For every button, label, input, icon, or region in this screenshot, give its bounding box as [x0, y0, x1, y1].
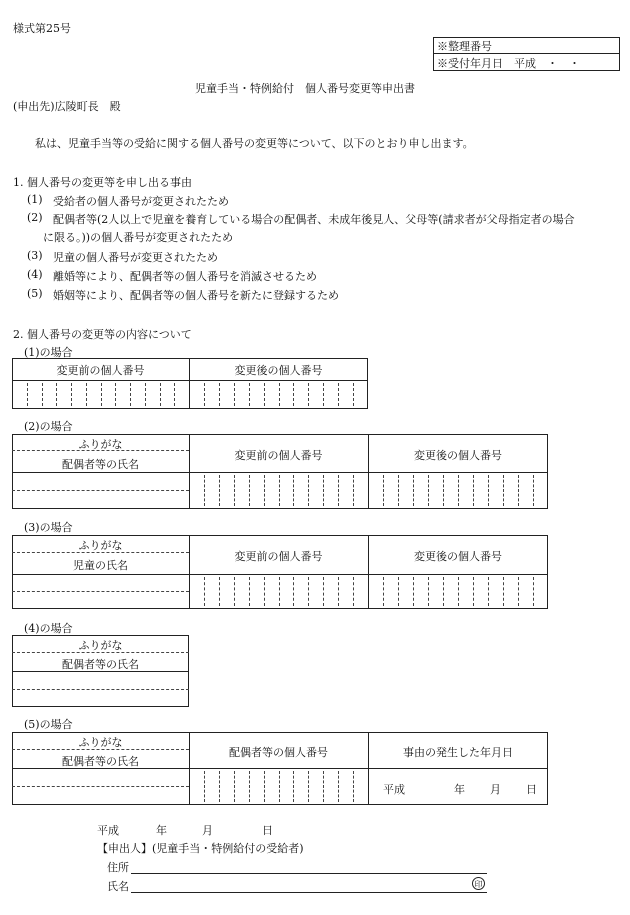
footer-era: 平成: [97, 824, 119, 837]
digit-divider: [27, 383, 28, 406]
footer-month: 月: [202, 824, 213, 837]
digit-divider: [488, 475, 489, 506]
case4-furigana-header: ふりがな: [78, 639, 123, 652]
digit-divider: [130, 383, 131, 406]
case1-before-header: 変更前の個人番号: [56, 364, 145, 377]
reason-4-num: (4): [27, 268, 43, 281]
digit-divider: [458, 475, 459, 506]
reason-1-num: (1): [27, 193, 43, 206]
digit-divider: [234, 577, 235, 606]
digit-divider: [219, 475, 220, 506]
reason-3-num: (3): [27, 249, 43, 262]
digit-divider: [353, 475, 354, 506]
digit-divider: [219, 383, 220, 406]
case5-furigana-header: ふりがな: [78, 736, 123, 749]
digit-divider: [264, 475, 265, 506]
digit-divider: [518, 475, 519, 506]
case4-name-header: 配偶者等の氏名: [62, 658, 139, 671]
case3-before-header: 変更前の個人番号: [234, 550, 323, 563]
digit-divider: [503, 475, 504, 506]
digit-divider: [279, 577, 280, 606]
digit-divider: [249, 577, 250, 606]
case2-after-header: 変更後の個人番号: [414, 449, 502, 462]
digit-divider: [293, 475, 294, 506]
reference-number-label: ※整理番号: [437, 40, 492, 53]
digit-divider: [413, 577, 414, 606]
digit-divider: [398, 475, 399, 506]
digit-divider: [56, 383, 57, 406]
case5-day: 日: [526, 783, 537, 796]
digit-divider: [160, 383, 161, 406]
case1-after-header: 変更後の個人番号: [234, 364, 323, 377]
digit-divider: [338, 577, 339, 606]
seal-mark: 印: [472, 877, 485, 890]
digit-divider: [234, 475, 235, 506]
footer-day: 日: [262, 824, 273, 837]
reason-4-text: 離婚等により、配偶者等の個人番号を消滅させるため: [53, 270, 317, 283]
digit-divider: [443, 577, 444, 606]
digit-divider: [473, 577, 474, 606]
digit-divider: [308, 577, 309, 606]
receipt-date-label: ※受付年月日 平成 ・ ・: [437, 57, 580, 70]
digit-divider: [533, 577, 534, 606]
section1-heading: 1. 個人番号の変更等を申し出る事由: [13, 176, 192, 189]
case3-name-header: 児童の氏名: [73, 559, 128, 572]
digit-divider: [338, 475, 339, 506]
digit-divider: [293, 577, 294, 606]
digit-divider: [279, 383, 280, 406]
case5-label: (5)の場合: [24, 718, 73, 731]
digit-divider: [308, 771, 309, 802]
digit-divider: [428, 475, 429, 506]
digit-divider: [293, 383, 294, 406]
digit-divider: [279, 475, 280, 506]
digit-divider: [323, 475, 324, 506]
address-label: 住所: [107, 861, 129, 874]
digit-divider: [338, 771, 339, 802]
digit-divider: [115, 383, 116, 406]
reason-5-text: 婚姻等により、配偶者等の個人番号を新たに登録するため: [53, 289, 339, 302]
digit-divider: [42, 383, 43, 406]
digit-divider: [428, 577, 429, 606]
digit-divider: [249, 383, 250, 406]
case5-month: 月: [490, 783, 501, 796]
name-line[interactable]: [131, 892, 487, 893]
reason-2-num: (2): [27, 211, 43, 224]
digit-divider: [264, 577, 265, 606]
digit-divider: [145, 383, 146, 406]
digit-divider: [518, 577, 519, 606]
form-number: 様式第25号: [13, 22, 71, 35]
digit-divider: [353, 577, 354, 606]
digit-divider: [473, 475, 474, 506]
intro-text: 私は、児童手当等の受給に関する個人番号の変更等について、以下のとおり申し出ます。: [35, 137, 474, 150]
digit-divider: [533, 475, 534, 506]
case2-name-header: 配偶者等の氏名: [62, 458, 139, 471]
reason-2-text-cont: に限る。))の個人番号が変更されたため: [43, 231, 234, 244]
digit-divider: [219, 577, 220, 606]
case5-year: 年: [454, 783, 465, 796]
footer-year: 年: [156, 824, 167, 837]
applicant-label: 【申出人】(児童手当・特例給付の受給者): [97, 842, 304, 855]
case5-era: 平成: [383, 783, 405, 796]
digit-divider: [338, 383, 339, 406]
reason-5-num: (5): [27, 287, 43, 300]
section2-heading: 2. 個人番号の変更等の内容について: [13, 328, 192, 341]
case5-number-header: 配偶者等の個人番号: [229, 746, 328, 759]
case1-label: (1)の場合: [24, 346, 73, 359]
digit-divider: [204, 771, 205, 802]
digit-divider: [443, 475, 444, 506]
case3-label: (3)の場合: [24, 521, 73, 534]
case3-furigana-header: ふりがな: [78, 539, 123, 552]
digit-divider: [413, 475, 414, 506]
digit-divider: [264, 771, 265, 802]
name-label: 氏名: [107, 880, 129, 893]
digit-divider: [308, 383, 309, 406]
digit-divider: [488, 577, 489, 606]
digit-divider: [204, 383, 205, 406]
digit-divider: [323, 771, 324, 802]
digit-divider: [398, 577, 399, 606]
digit-divider: [323, 577, 324, 606]
digit-divider: [234, 383, 235, 406]
reason-3-text: 児童の個人番号が変更されたため: [53, 251, 218, 264]
digit-divider: [86, 383, 87, 406]
digit-divider: [383, 475, 384, 506]
case2-before-header: 変更前の個人番号: [234, 449, 323, 462]
digit-divider: [308, 475, 309, 506]
digit-divider: [219, 771, 220, 802]
digit-divider: [204, 475, 205, 506]
digit-divider: [279, 771, 280, 802]
digit-divider: [503, 577, 504, 606]
case4-label: (4)の場合: [24, 622, 73, 635]
address-line[interactable]: [131, 873, 487, 874]
digit-divider: [204, 577, 205, 606]
digit-divider: [293, 771, 294, 802]
reason-1-text: 受給者の個人番号が変更されたため: [53, 195, 229, 208]
case2-furigana-header: ふりがな: [78, 438, 123, 451]
digit-divider: [71, 383, 72, 406]
digit-divider: [353, 383, 354, 406]
digit-divider: [249, 771, 250, 802]
digit-divider: [264, 383, 265, 406]
page-title: 児童手当・特例給付 個人番号変更等申出書: [195, 82, 415, 95]
reason-2-text: 配偶者等(2人以上で児童を養育している場合の配偶者、未成年後見人、父母等(請求者が父母指定者の場合: [53, 213, 575, 226]
digit-divider: [353, 771, 354, 802]
digit-divider: [383, 577, 384, 606]
digit-divider: [101, 383, 102, 406]
digit-divider: [174, 383, 175, 406]
digit-divider: [249, 475, 250, 506]
digit-divider: [458, 577, 459, 606]
case5-date-header: 事由の発生した年月日: [403, 746, 513, 759]
case3-after-header: 変更後の個人番号: [414, 550, 502, 563]
addressee: (申出先)広陵町長 殿: [13, 100, 121, 113]
case2-label: (2)の場合: [24, 420, 73, 433]
digit-divider: [323, 383, 324, 406]
case5-name-header: 配偶者等の氏名: [62, 755, 139, 768]
digit-divider: [234, 771, 235, 802]
